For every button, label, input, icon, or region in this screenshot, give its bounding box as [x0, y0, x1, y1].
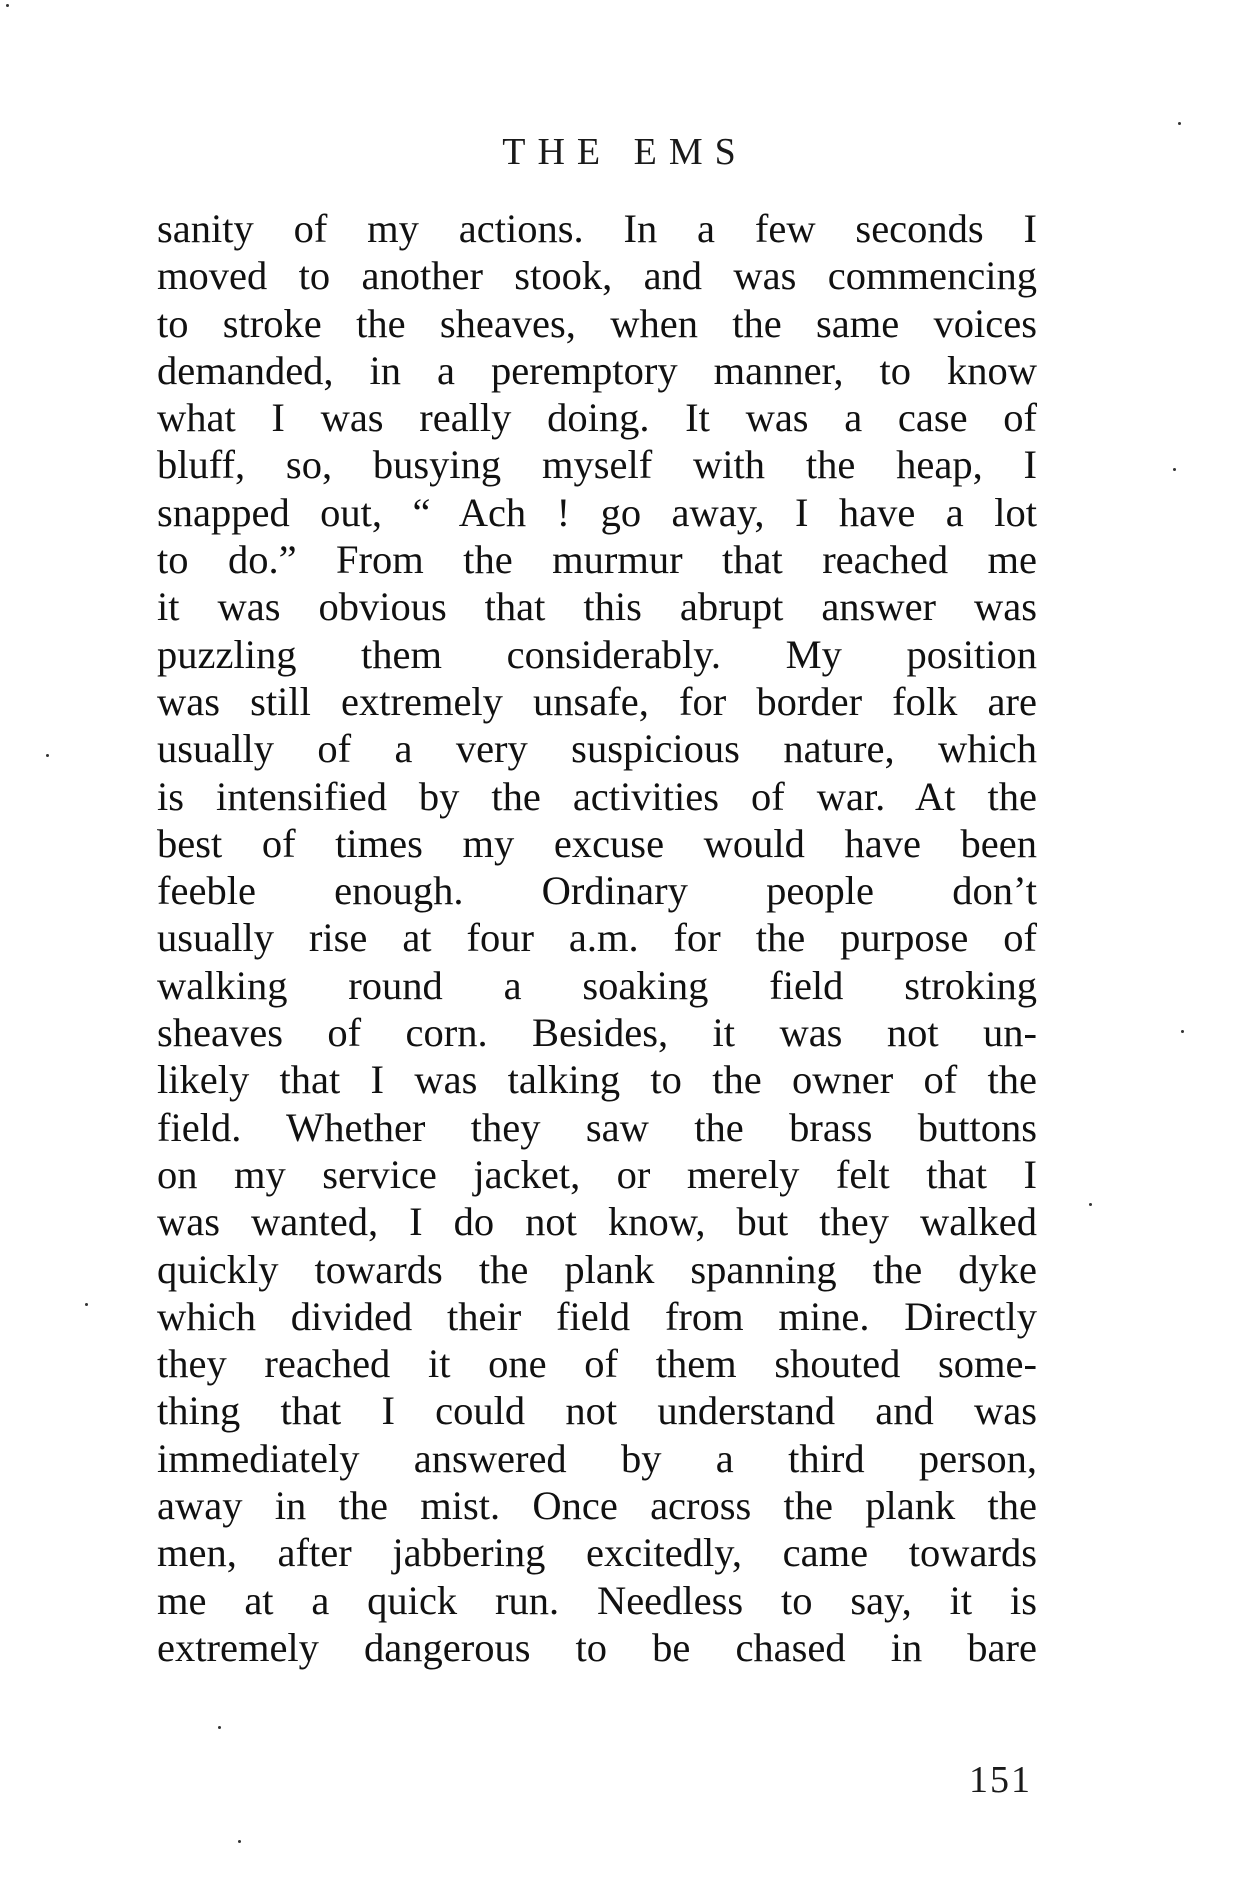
text-line: what I was really doing. It was a case of — [157, 395, 1037, 441]
print-speck — [1181, 1030, 1184, 1033]
print-speck — [218, 1726, 221, 1729]
text-line: sanity of my actions. In a few seconds I — [157, 206, 1037, 251]
text-line: thing that I could not understand and was — [157, 1388, 1037, 1434]
text-line: moved to another stook, and was commencing — [157, 253, 1037, 299]
text-line: is intensified by the activities of war. At the — [157, 773, 1037, 819]
text-line: likely that I was talking to the owner of the — [157, 1057, 1037, 1103]
text-line: sheaves of corn. Besides, it was not un- — [157, 1010, 1037, 1056]
print-speck — [6, 4, 9, 7]
print-speck — [1173, 468, 1176, 471]
text-line: demanded, in a peremptory manner, to know — [157, 347, 1037, 393]
text-line: snapped out, “ Ach ! go away, I have a lot — [157, 489, 1037, 535]
text-line: quickly towards the plank spanning the dyke — [157, 1246, 1037, 1292]
text-line: was still extremely unsafe, for border folk are — [157, 678, 1037, 724]
text-line: puzzling them considerably. My position — [157, 631, 1037, 677]
text-line: usually of a very suspicious nature, which — [157, 726, 1037, 772]
print-speck — [1089, 1203, 1092, 1206]
body-text — [157, 205, 1037, 1671]
text-line: best of times my excuse would have been — [157, 820, 1037, 866]
print-speck — [238, 1840, 241, 1843]
text-line: away in the mist. Once across the plank the — [157, 1483, 1037, 1529]
text-line: immediately answered by a third person, — [157, 1435, 1037, 1481]
text-line: was wanted, I do not know, but they walked — [157, 1199, 1037, 1245]
print-speck — [85, 1303, 88, 1306]
running-head: THE EMS — [502, 131, 748, 173]
print-speck — [1178, 122, 1181, 125]
text-line: on my service jacket, or merely felt that I — [157, 1151, 1037, 1197]
text-line: field. Whether they saw the brass buttons — [157, 1104, 1037, 1150]
text-line: it was obvious that this abrupt answer was — [157, 584, 1037, 630]
print-speck — [46, 754, 49, 757]
text-line: they reached it one of them shouted some- — [157, 1341, 1037, 1387]
text-line: bluff, so, busying myself with the heap, I — [157, 442, 1037, 488]
page-number: 151 — [969, 1759, 1032, 1801]
text-line: men, after jabbering excitedly, came towards — [157, 1530, 1037, 1576]
text-line: which divided their field from mine. Directly — [157, 1293, 1037, 1339]
text-line: extremely dangerous to be chased in bare — [157, 1624, 1037, 1670]
text-line: feeble enough. Ordinary people don’t — [157, 868, 1037, 914]
text-line: walking round a soaking field stroking — [157, 962, 1037, 1008]
text-line: to do.” From the murmur that reached me — [157, 537, 1037, 583]
text-line: me at a quick run. Needless to say, it is — [157, 1577, 1037, 1623]
text-line: to stroke the sheaves, when the same voices — [157, 300, 1037, 346]
text-line: usually rise at four a.m. for the purpose of — [157, 915, 1037, 961]
